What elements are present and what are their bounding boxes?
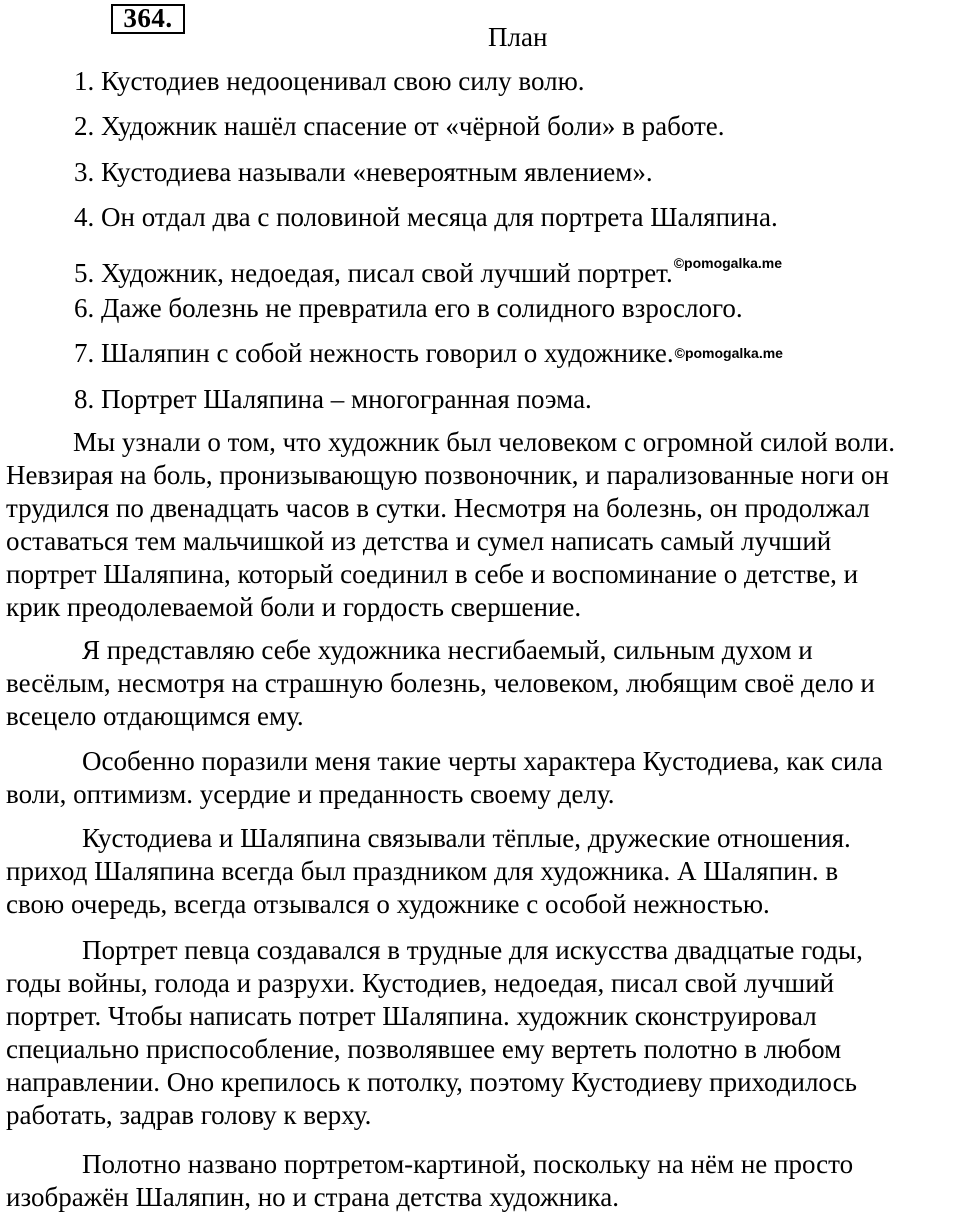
plan-item — [74, 202, 783, 247]
plan-item-text: 7. Шаляпин с собой нежность говорил о художнике. — [74, 338, 674, 369]
paragraph-line: Кустодиева и Шаляпина связывали тёплые, дружеские отношения. — [82, 823, 851, 853]
paragraph-line: всецело отдающимся ему. — [6, 701, 304, 731]
exercise-number: 364. — [111, 4, 185, 34]
watermark: ©pomogalka.me — [673, 254, 783, 271]
plan-item — [74, 384, 783, 429]
paragraph-line: свою очередь, всегда отзывался о художнике с особой нежностью. — [6, 889, 770, 919]
plan-list — [74, 66, 783, 429]
plan-item — [74, 157, 783, 202]
paragraph-line: Полотно названо портретом-картиной, поскольку на нём не просто — [82, 1149, 854, 1179]
paragraph-line: Я представляю себе художника несгибаемый, сильным духом и — [82, 635, 813, 665]
plan-item-text: 8. Портрет Шаляпина – многогранная поэма. — [74, 383, 592, 414]
paragraph — [6, 1148, 960, 1214]
paragraph-line: Портрет певца создавался в трудные для искусства двадцатые годы, — [82, 935, 863, 965]
paragraph — [6, 634, 960, 733]
paragraph-line: Особенно поразили меня такие черты характера Кустодиева, как сила — [82, 746, 883, 776]
paragraph-line: годы войны, голода и разрухи. Кустодиев, недоедая, писал свой лучший — [6, 968, 835, 998]
paragraph-line: работать, задрав голову к верху. — [6, 1100, 372, 1130]
plan-item-text: 4. Он отдал два с половиной месяца для портрета Шаляпина. — [74, 202, 778, 233]
paragraph-line: приход Шаляпина всегда был праздником для художника. А Шаляпин. в — [6, 856, 839, 886]
paragraph-line: портрет. Чтобы написать потрет Шаляпина. художник сконструировал — [6, 1001, 817, 1031]
plan-item — [74, 66, 783, 111]
paragraph — [6, 934, 960, 1132]
plan-item — [74, 338, 783, 383]
paragraph-line: изображён Шаляпин, но и страна детства художника. — [6, 1182, 619, 1212]
watermark: ©pomogalka.me — [674, 345, 783, 362]
paragraph — [6, 745, 960, 811]
plan-item — [74, 248, 783, 293]
plan-item — [74, 293, 783, 338]
plan-item — [74, 111, 783, 156]
paragraph — [6, 822, 960, 921]
plan-item-text: 2. Художник нашёл спасение от «чёрной боли» в работе. — [74, 111, 725, 142]
paragraph-line: оставаться тем мальчишкой из детства и сумел написать самый лучший — [6, 526, 832, 556]
plan-title: План — [488, 22, 548, 52]
plan-item-text: 1. Кустодиев недооценивал свою силу волю. — [74, 66, 585, 96]
paragraph-line: портрет Шаляпина, который соединил в себе и воспоминание о детстве, и — [6, 559, 859, 589]
paragraph-line: направлении. Оно крепилось к потолку, поэтому Кустодиеву приходилось — [6, 1067, 857, 1097]
paragraph-line: специально приспособление, позволявшее ему вертеть полотно в любом — [6, 1034, 842, 1064]
paragraph-line: воли, оптимизм. усердие и преданность своему делу. — [6, 779, 615, 809]
plan-item-text: 5. Художник, недоедая, писал свой лучший портрет. — [74, 257, 673, 288]
paragraph-line: трудился по двенадцать часов в сутки. Несмотря на болезнь, он продолжал — [6, 493, 870, 523]
plan-item-text: 6. Даже болезнь не превратила его в солидного взрослого. — [74, 292, 743, 323]
paragraph-line: крик преодолеваемой боли и гордость свершение. — [6, 592, 582, 622]
paragraph-line: Мы узнали о том, что художник был человеком с огромной силой воли. — [73, 427, 895, 457]
paragraph — [6, 426, 960, 624]
paragraph-line: весёлым, несмотря на страшную болезнь, человеком, любящим своё дело и — [6, 668, 875, 698]
paragraph-line: Невзирая на боль, пронизывающую позвоночник, и парализованные ноги он — [6, 460, 889, 490]
plan-item-text: 3. Кустодиева называли «невероятным явлением». — [74, 156, 653, 187]
